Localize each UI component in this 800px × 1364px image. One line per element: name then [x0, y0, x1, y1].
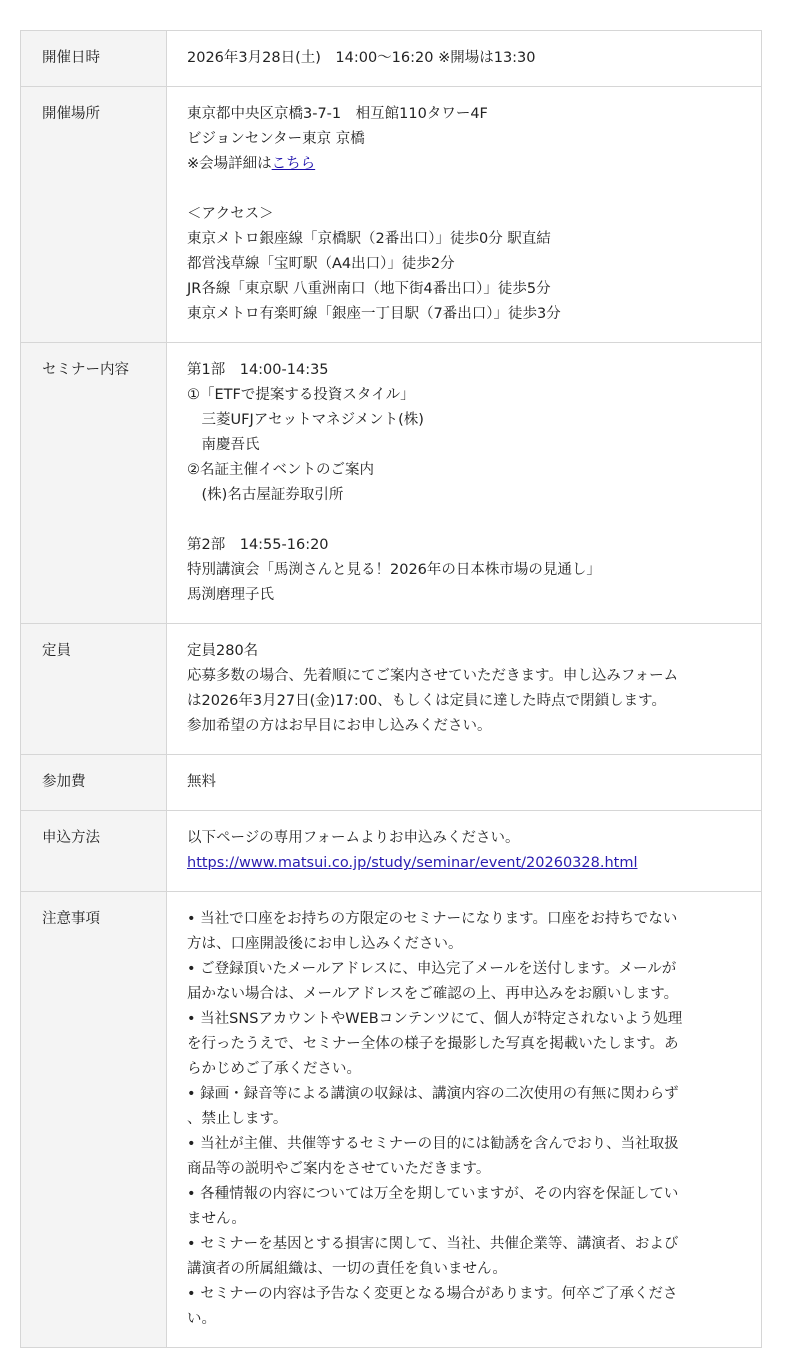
date-text: 2026年3月28日(土) 14:00～16:20 ※開場は13:30	[187, 50, 536, 66]
note-line: • セミナーの内容は予告なく変更となる場合があります。何卒ご了承くださ	[187, 1286, 678, 1302]
note-line: • 当社が主催、共催等するセミナーの目的には勧誘を含んでおり、当社取扱	[187, 1136, 679, 1152]
note-line: 商品等の説明やご案内をさせていただきます。	[187, 1161, 491, 1177]
row-value	[167, 811, 762, 892]
row-fee	[21, 755, 762, 811]
row-value	[167, 892, 762, 1348]
row-notes	[21, 892, 762, 1348]
row-application	[21, 811, 762, 892]
row-value	[167, 755, 762, 811]
part2-heading: 第2部 14:55-16:20	[187, 537, 329, 553]
access-line: 都営浅草線「宝町駅（A4出口）」徒歩2分	[187, 256, 455, 272]
seminar-info-table	[20, 30, 762, 1348]
row-label: セミナー内容	[21, 343, 167, 624]
row-label: 開催日時	[21, 31, 167, 87]
note-line: 講演者の所属組織は、一切の責任を負いません。	[187, 1261, 507, 1277]
fee-text: 無料	[187, 774, 216, 790]
venue-detail	[187, 152, 741, 177]
row-label: 申込方法	[21, 811, 167, 892]
application-url-link[interactable]: https://www.matsui.co.jp/study/seminar/event/20260328.html	[187, 855, 638, 871]
row-content	[21, 343, 762, 624]
venue-address: 東京都中央区京橋3-7-1 相互館110タワー4F	[187, 106, 488, 122]
row-capacity	[21, 624, 762, 755]
access-line: JR各線「東京駅 八重洲南口（地下街4番出口）」徒歩5分	[187, 281, 551, 297]
capacity-line: 参加希望の方はお早目にお申し込みください。	[187, 718, 492, 734]
row-value	[167, 87, 762, 343]
note-line: • 各種情報の内容については万全を期していますが、その内容を保証してい	[187, 1186, 679, 1202]
note-line: らかじめご了承ください。	[187, 1061, 361, 1077]
note-line: • ご登録頂いたメールアドレスに、申込完了メールを送付します。メールが	[187, 961, 677, 977]
application-url-line	[187, 851, 741, 876]
row-label: 注意事項	[21, 892, 167, 1348]
application-text: 以下ページの専用フォームよりお申込みください。	[187, 830, 520, 846]
part1-heading: 第1部 14:00-14:35	[187, 362, 329, 378]
program-line: 南慶吾氏	[187, 437, 260, 453]
row-value	[167, 624, 762, 755]
program-line: 馬渕磨理子氏	[187, 587, 274, 603]
venue-detail-prefix: ※会場詳細は	[187, 156, 272, 172]
row-date	[21, 31, 762, 87]
row-venue	[21, 87, 762, 343]
row-label: 定員	[21, 624, 167, 755]
note-line: を行ったうえで、セミナー全体の様子を撮影した写真を掲載いたします。あ	[187, 1036, 679, 1052]
program-line: (株)名古屋証券取引所	[187, 487, 344, 503]
capacity-line: は2026年3月27日(金)17:00、もしくは定員に達した時点で閉鎖します。	[187, 693, 667, 709]
program-line: ②名証主催イベントのご案内	[187, 462, 374, 478]
row-label: 参加費	[21, 755, 167, 811]
program-line: 特別講演会「馬渕さんと見る！2026年の日本株市場の見通し」	[187, 562, 601, 578]
venue-name: ビジョンセンター東京 京橋	[187, 131, 365, 147]
note-line: • セミナーを基因とする損害に関して、当社、共催企業等、講演者、および	[187, 1236, 679, 1252]
access-line: 東京メトロ銀座線「京橋駅（2番出口）」徒歩0分 駅直結	[187, 231, 551, 247]
venue-detail-link[interactable]: こちら	[271, 156, 316, 172]
row-label: 開催場所	[21, 87, 167, 343]
row-value	[167, 343, 762, 624]
program-line: ①「ETFで提案する投資スタイル」	[187, 387, 415, 403]
note-line: • 録画・録音等による講演の収録は、講演内容の二次使用の有無に関わらず	[187, 1086, 679, 1102]
spacer	[187, 508, 741, 533]
note-line: ません。	[187, 1211, 246, 1227]
capacity-line: 定員280名	[187, 643, 259, 659]
note-line: • 当社SNSアカウントやWEBコンテンツにて、個人が特定されないよう処理	[187, 1011, 683, 1027]
note-line: 届かない場合は、メールアドレスをご確認の上、再申込みをお願いします。	[187, 986, 679, 1002]
note-line: い。	[187, 1311, 216, 1327]
row-value	[167, 31, 762, 87]
access-line: 東京メトロ有楽町線「銀座一丁目駅（7番出口）」徒歩3分	[187, 306, 561, 322]
program-line: 三菱UFJアセットマネジメント(株)	[187, 412, 424, 428]
spacer	[187, 177, 741, 202]
capacity-line: 応募多数の場合、先着順にてご案内させていただきます。申し込みフォーム	[187, 668, 679, 684]
note-line: 、禁止します。	[187, 1111, 288, 1127]
note-line: 方は、口座開設後にお申し込みください。	[187, 936, 463, 952]
note-line: • 当社で口座をお持ちの方限定のセミナーになります。口座をお持ちでない	[187, 911, 678, 927]
access-heading: ＜アクセス＞	[187, 206, 274, 222]
